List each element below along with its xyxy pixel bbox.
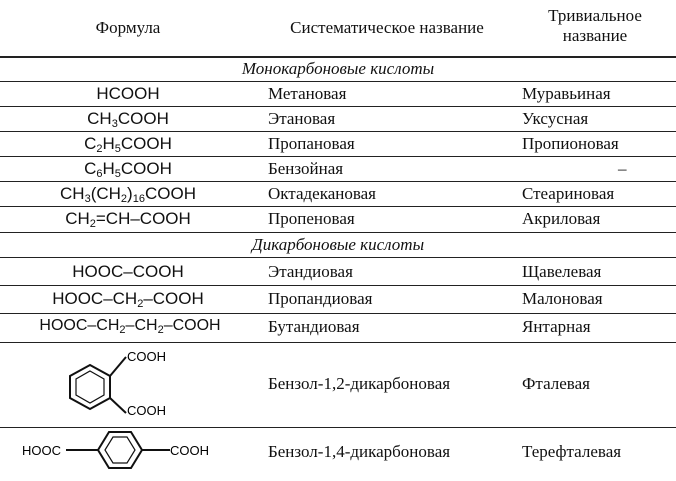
structure-label-cooh: COOH — [170, 443, 209, 458]
trivial-name-cell: Щавелевая — [522, 262, 602, 281]
formula-cell: CH3COOH — [87, 109, 169, 130]
table-row — [0, 157, 676, 182]
terephthalic-acid-structure — [10, 428, 240, 478]
trivial-name-cell: Пропионовая — [522, 134, 619, 153]
systematic-name-cell: Пропандиовая — [268, 289, 373, 308]
header-trivial-line2: название — [562, 26, 628, 45]
systematic-name-cell: Метановая — [268, 84, 347, 103]
systematic-name-cell: Октадекановая — [268, 184, 377, 203]
header-trivial-name — [520, 6, 670, 46]
trivial-name-cell: Стеариновая — [522, 184, 615, 203]
header-trivial-line1: Тривиальное — [548, 6, 642, 25]
formula-cell: CH2=CH–COOH — [65, 209, 191, 230]
header-systematic-name: Систематическое название — [290, 18, 484, 37]
trivial-name-cell: Янтарная — [522, 317, 591, 336]
formula-cell: HOOC–COOH — [72, 262, 184, 281]
systematic-name-cell: Бензойная — [268, 159, 344, 178]
systematic-name-cell: Бутандиовая — [268, 317, 360, 336]
section-monocarboxylic: Монокарбоновые кислоты — [0, 57, 676, 82]
structure-label-hooc: HOOC — [22, 443, 61, 458]
trivial-name-cell: Фталевая — [522, 374, 590, 393]
systematic-name-cell: Бензол-1,4-дикарбоновая — [268, 442, 451, 461]
trivial-name-cell: Муравьиная — [522, 84, 611, 103]
table-row — [0, 286, 676, 314]
formula-cell: HOOC–CH2–COOH — [52, 289, 204, 310]
systematic-name-cell: Пропановая — [268, 134, 355, 153]
table-row — [0, 207, 676, 233]
table-row — [0, 132, 676, 157]
phthalic-acid-structure — [50, 343, 200, 425]
table-row — [0, 428, 676, 479]
systematic-name-cell: Этандиовая — [268, 262, 353, 281]
systematic-name-cell: Этановая — [268, 109, 336, 128]
table-row — [0, 82, 676, 107]
formula-cell: HCOOH — [96, 84, 160, 103]
trivial-name-cell: Малоновая — [522, 289, 603, 308]
systematic-name-cell: Пропеновая — [268, 209, 355, 228]
table-row — [0, 107, 676, 132]
trivial-name-cell: – — [618, 159, 627, 178]
structure-label-cooh-top: COOH — [127, 349, 166, 364]
formula-cell: HOOC–CH2–CH2–COOH — [39, 317, 221, 336]
section-dicarboxylic: Дикарбоновые кислоты — [0, 233, 676, 258]
formula-cell: C2H5COOH — [84, 134, 172, 155]
table-row — [0, 343, 676, 428]
header-formula: Формула — [95, 18, 161, 37]
trivial-name-cell: Акриловая — [522, 209, 601, 228]
formula-cell: C6H5COOH — [84, 159, 172, 180]
table-header — [0, 0, 676, 58]
systematic-name-cell: Бензол-1,2-дикарбоновая — [268, 374, 451, 393]
table-row — [0, 258, 676, 286]
structure-label-cooh-bottom: COOH — [127, 403, 166, 418]
table-row — [0, 314, 676, 343]
table-row — [0, 182, 676, 207]
formula-cell: CH3(CH2)16COOH — [60, 184, 196, 205]
trivial-name-cell: Терефталевая — [522, 442, 622, 461]
trivial-name-cell: Уксусная — [522, 109, 589, 128]
